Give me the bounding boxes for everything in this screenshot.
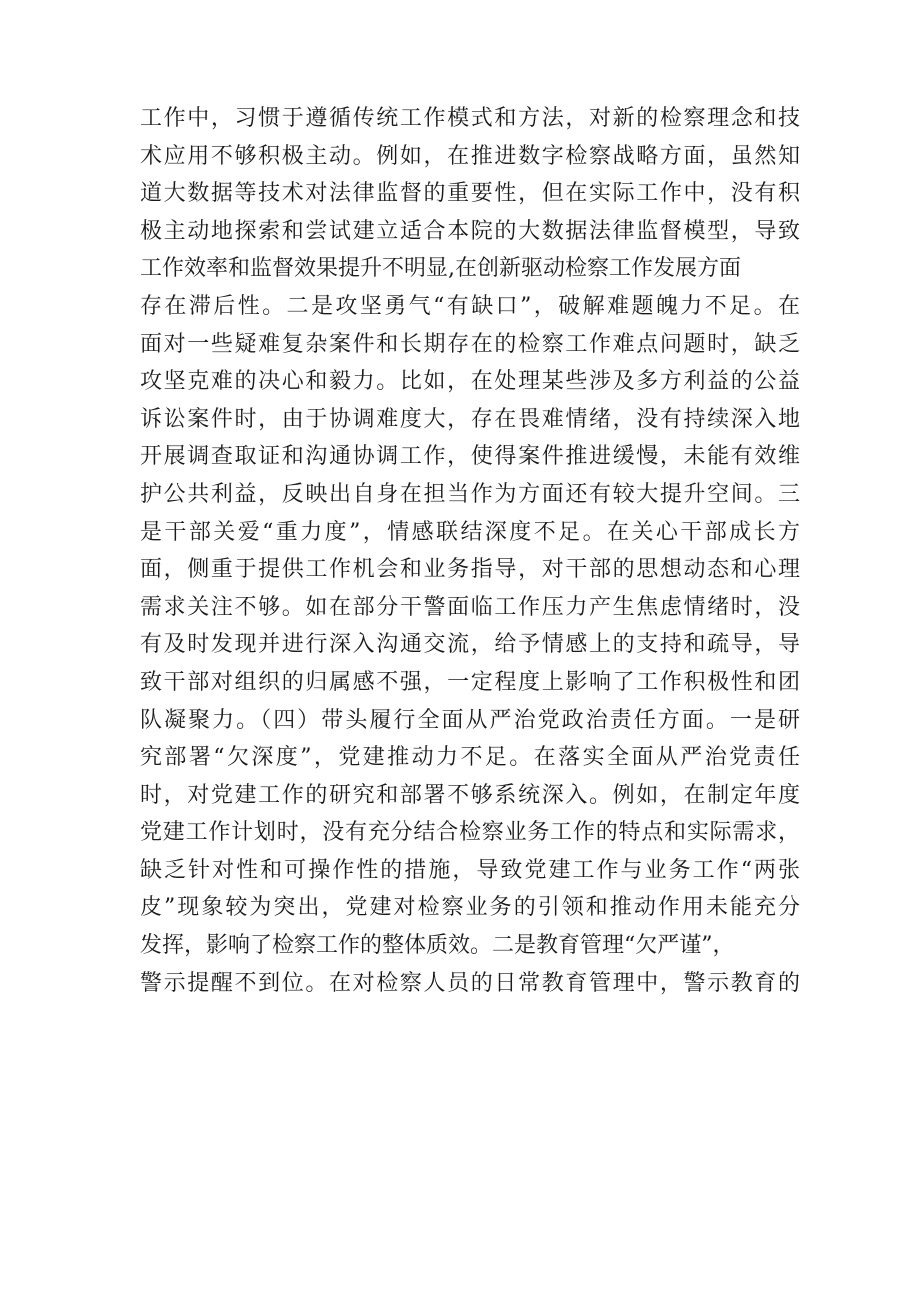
text-line: 道大数据等技术对法律监督的重要性，但在实际工作中，没有积 (140, 181, 800, 207)
text-line: 缺乏针对性和可操作性的措施，导致党建工作与业务工作“两张 (140, 857, 800, 883)
text-line: 工作效率和监督效果提升不明显,在创新驱动检察工作发展方面 (140, 256, 741, 282)
text-line: 发挥，影响了检察工作的整体质效。二是教育管理“欠严谨”， (140, 933, 735, 959)
text-line: 攻坚克难的决心和毅力。比如，在处理某些涉及多方利益的公益 (140, 369, 800, 395)
text-line: 时，对党建工作的研究和部署不够系统深入。例如，在制定年度 (140, 782, 800, 808)
text-line: 面对一些疑难复杂案件和长期存在的检察工作难点问题时，缺乏 (140, 331, 800, 357)
text-line: 队凝聚力。（四）带头履行全面从严治党政治责任方面。一是研 (140, 707, 800, 733)
text-line: 警示提醒不到位。在对检察人员的日常教育管理中，警示教育的 (140, 970, 800, 996)
text-line: 皮”现象较为突出，党建对检察业务的引领和推动作用未能充分 (140, 895, 800, 921)
text-line: 诉讼案件时，由于协调难度大，存在畏难情绪，没有持续深入地 (140, 406, 800, 432)
text-line: 工作中，习惯于遵循传统工作模式和方法，对新的检察理念和技 (140, 106, 800, 131)
text-line: 究部署“欠深度”，党建推动力不足。在落实全面从严治党责任 (140, 745, 800, 771)
text-line: 需求关注不够。如在部分干警面临工作压力产生焦虑情绪时，没 (140, 594, 800, 620)
text-line: 有及时发现并进行深入沟通交流，给予情感上的支持和疏导，导 (140, 632, 800, 658)
text-line: 存在滞后性。二是攻坚勇气“有缺口”，破解难题魄力不足。在 (140, 293, 800, 319)
text-line: 护公共利益，反映出自身在担当作为方面还有较大提升空间。三 (140, 481, 800, 507)
text-line: 开展调查取证和沟通协调工作，使得案件推进缓慢，未能有效维 (140, 444, 800, 470)
body-text (140, 100, 800, 1002)
text-line: 术应用不够积极主动。例如，在推进数字检察战略方面，虽然知 (140, 143, 800, 169)
text-line: 党建工作计划时，没有充分结合检察业务工作的特点和实际需求， (140, 820, 800, 846)
text-line: 致干部对组织的归属感不强，一定程度上影响了工作积极性和团 (140, 669, 800, 695)
text-line: 极主动地探索和尝试建立适合本院的大数据法律监督模型，导致 (140, 218, 800, 244)
text-line: 面，侧重于提供工作机会和业务指导，对干部的思想动态和心理 (140, 557, 800, 583)
text-line: 是干部关爱“重力度”，情感联结深度不足。在关心干部成长方 (140, 519, 800, 545)
